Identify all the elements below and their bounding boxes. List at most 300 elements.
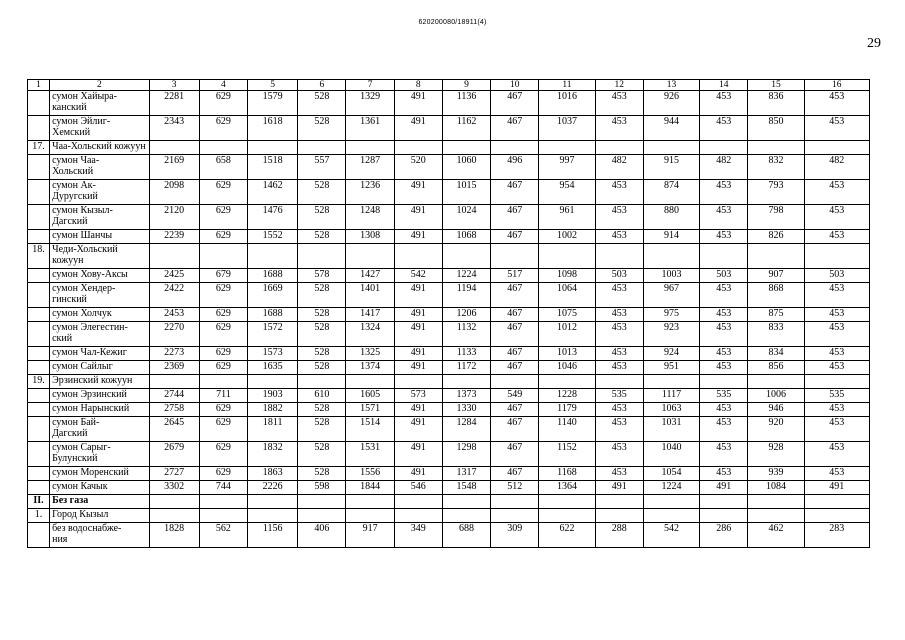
row-label (50, 230, 149, 244)
value-cell: 453 (804, 116, 869, 141)
label-line: сумон Чаа- (52, 155, 100, 166)
value-cell (346, 375, 394, 389)
value-cell: 528 (298, 467, 346, 481)
value-cell: 629 (199, 442, 247, 467)
value-cell: 629 (199, 91, 247, 116)
value-cell: 406 (298, 523, 346, 548)
value-cell: 1136 (442, 91, 490, 116)
value-cell: 1579 (248, 91, 298, 116)
value-cell: 951 (643, 361, 699, 375)
label-line: без водоснабже- (52, 523, 122, 534)
value-cell (700, 141, 748, 155)
value-cell: 467 (491, 467, 539, 481)
label-line: сумон Шанчы (52, 230, 113, 241)
label-line: сумон Холчук (52, 308, 112, 319)
value-cell: 491 (804, 481, 869, 495)
label-line: сумон Бай- (52, 417, 100, 428)
value-cell: 629 (199, 205, 247, 230)
value-cell: 467 (491, 230, 539, 244)
value-cell: 491 (394, 205, 442, 230)
section-row (28, 375, 870, 389)
value-cell: 453 (595, 283, 643, 308)
value-cell: 453 (804, 361, 869, 375)
table-row (28, 283, 870, 308)
value-cell: 1002 (539, 230, 595, 244)
value-cell: 467 (491, 322, 539, 347)
value-cell: 491 (394, 467, 442, 481)
value-cell: 629 (199, 230, 247, 244)
label-line: кожуун (52, 255, 84, 266)
value-cell: 798 (748, 205, 804, 230)
table-row (28, 91, 870, 116)
value-cell: 1903 (248, 389, 298, 403)
section-title (50, 375, 149, 389)
label-line: сумон Сайлыг (52, 361, 113, 372)
value-cell: 503 (700, 269, 748, 283)
value-cell: 528 (298, 308, 346, 322)
value-cell: 1060 (442, 155, 490, 180)
section-row (28, 495, 870, 509)
table-row (28, 467, 870, 481)
row-number: 1. (28, 509, 50, 523)
row-number (28, 308, 50, 322)
value-cell: 1618 (248, 116, 298, 141)
value-cell: 453 (700, 91, 748, 116)
value-cell: 832 (748, 155, 804, 180)
table-row (28, 155, 870, 180)
value-cell (248, 244, 298, 269)
row-number (28, 523, 50, 548)
row-number: II. (28, 495, 50, 509)
value-cell: 512 (491, 481, 539, 495)
row-label (50, 322, 149, 347)
value-cell: 826 (748, 230, 804, 244)
value-cell: 875 (748, 308, 804, 322)
value-cell: 1236 (346, 180, 394, 205)
value-cell: 535 (804, 389, 869, 403)
value-cell: 1075 (539, 308, 595, 322)
value-cell: 1364 (539, 481, 595, 495)
value-cell: 1054 (643, 467, 699, 481)
value-cell: 528 (298, 347, 346, 361)
value-cell: 528 (298, 116, 346, 141)
table-row (28, 481, 870, 495)
column-number: 8 (394, 80, 442, 91)
value-cell: 1531 (346, 442, 394, 467)
table-row (28, 389, 870, 403)
value-cell: 1046 (539, 361, 595, 375)
value-cell (298, 495, 346, 509)
value-cell: 546 (394, 481, 442, 495)
value-cell: 491 (394, 116, 442, 141)
value-cell: 467 (491, 442, 539, 467)
value-cell: 491 (394, 91, 442, 116)
value-cell: 453 (804, 442, 869, 467)
value-cell: 1688 (248, 308, 298, 322)
value-cell: 907 (748, 269, 804, 283)
value-cell: 1228 (539, 389, 595, 403)
value-cell: 482 (700, 155, 748, 180)
value-cell (748, 244, 804, 269)
value-cell: 453 (804, 347, 869, 361)
label-line: Город Кызыл (52, 509, 109, 520)
value-cell (199, 375, 247, 389)
value-cell: 467 (491, 347, 539, 361)
value-cell: 491 (394, 180, 442, 205)
row-number: 17. (28, 141, 50, 155)
value-cell: 2169 (149, 155, 199, 180)
label-line: ния (52, 534, 68, 545)
value-cell: 1162 (442, 116, 490, 141)
value-cell: 453 (595, 322, 643, 347)
value-cell: 856 (748, 361, 804, 375)
value-cell: 946 (748, 403, 804, 417)
value-cell (442, 375, 490, 389)
value-cell: 629 (199, 116, 247, 141)
value-cell: 1635 (248, 361, 298, 375)
label-line: Дуругский (52, 191, 98, 202)
label-line: гинский (52, 294, 87, 305)
value-cell: 2273 (149, 347, 199, 361)
value-cell: 923 (643, 322, 699, 347)
section-title (50, 141, 149, 155)
column-number: 7 (346, 80, 394, 91)
value-cell: 453 (804, 91, 869, 116)
value-cell (643, 495, 699, 509)
value-cell: 453 (700, 322, 748, 347)
label-line: сумон Моренский (52, 467, 129, 478)
row-number (28, 269, 50, 283)
value-cell: 482 (804, 155, 869, 180)
row-label (50, 91, 149, 116)
value-cell: 1012 (539, 322, 595, 347)
row-number (28, 180, 50, 205)
value-cell (346, 141, 394, 155)
value-cell: 503 (804, 269, 869, 283)
column-number: 6 (298, 80, 346, 91)
value-cell (804, 244, 869, 269)
value-cell: 309 (491, 523, 539, 548)
value-cell: 1298 (442, 442, 490, 467)
value-cell: 453 (595, 403, 643, 417)
value-cell: 1669 (248, 283, 298, 308)
value-cell: 1324 (346, 322, 394, 347)
value-cell: 1476 (248, 205, 298, 230)
value-cell: 2425 (149, 269, 199, 283)
label-line: сумон Нарынский (52, 403, 130, 414)
column-number: 2 (50, 80, 149, 91)
value-cell: 491 (394, 442, 442, 467)
label-line: сумон Элегестин- (52, 322, 128, 333)
value-cell (643, 141, 699, 155)
table-row (28, 361, 870, 375)
value-cell (149, 141, 199, 155)
value-cell (491, 509, 539, 523)
value-cell (539, 375, 595, 389)
value-cell: 924 (643, 347, 699, 361)
value-cell: 578 (298, 269, 346, 283)
label-line: Чаа-Хольский кожуун (52, 141, 146, 152)
value-cell: 491 (394, 361, 442, 375)
value-cell: 1064 (539, 283, 595, 308)
value-cell: 1179 (539, 403, 595, 417)
table-row (28, 442, 870, 467)
row-number (28, 481, 50, 495)
label-line: Хольский (52, 166, 94, 177)
label-line: сумон Сарыг- (52, 442, 111, 453)
value-cell (595, 244, 643, 269)
value-cell (804, 375, 869, 389)
row-label (50, 116, 149, 141)
value-cell: 1140 (539, 417, 595, 442)
value-cell: 1863 (248, 467, 298, 481)
column-number: 3 (149, 80, 199, 91)
table-row (28, 230, 870, 244)
label-line: сумон Качык (52, 481, 108, 492)
value-cell (298, 244, 346, 269)
value-cell: 2369 (149, 361, 199, 375)
value-cell: 453 (595, 205, 643, 230)
label-line: сумон Ак- (52, 180, 96, 191)
value-cell: 2727 (149, 467, 199, 481)
value-cell: 1548 (442, 481, 490, 495)
value-cell: 1040 (643, 442, 699, 467)
value-cell: 1098 (539, 269, 595, 283)
value-cell: 2453 (149, 308, 199, 322)
value-cell: 629 (199, 180, 247, 205)
value-cell (346, 244, 394, 269)
value-cell: 528 (298, 403, 346, 417)
row-number (28, 116, 50, 141)
value-cell: 874 (643, 180, 699, 205)
value-cell: 528 (298, 322, 346, 347)
column-number: 5 (248, 80, 298, 91)
value-cell: 491 (700, 481, 748, 495)
value-cell: 542 (643, 523, 699, 548)
table-row (28, 347, 870, 361)
label-line: сумон Чал-Кежиг (52, 347, 127, 358)
value-cell: 453 (700, 116, 748, 141)
value-cell (149, 244, 199, 269)
value-cell: 491 (394, 283, 442, 308)
value-cell: 622 (539, 523, 595, 548)
value-cell: 557 (298, 155, 346, 180)
tariff-table (27, 79, 870, 548)
column-number: 12 (595, 80, 643, 91)
label-line: ский (52, 333, 73, 344)
label-line: сумон Хайыра- (52, 91, 117, 102)
value-cell: 939 (748, 467, 804, 481)
value-cell: 517 (491, 269, 539, 283)
value-cell (248, 375, 298, 389)
value-cell: 453 (700, 283, 748, 308)
value-cell: 1224 (643, 481, 699, 495)
value-cell: 1556 (346, 467, 394, 481)
value-cell: 528 (298, 283, 346, 308)
value-cell: 1284 (442, 417, 490, 442)
value-cell: 1152 (539, 442, 595, 467)
column-number: 11 (539, 80, 595, 91)
value-cell: 1330 (442, 403, 490, 417)
value-cell: 2281 (149, 91, 199, 116)
value-cell (394, 375, 442, 389)
column-number: 16 (804, 80, 869, 91)
column-number: 1 (28, 80, 50, 91)
value-cell: 467 (491, 403, 539, 417)
value-cell: 926 (643, 91, 699, 116)
value-cell: 453 (804, 205, 869, 230)
value-cell (248, 495, 298, 509)
value-cell: 1325 (346, 347, 394, 361)
row-number: 18. (28, 244, 50, 269)
value-cell: 528 (298, 230, 346, 244)
value-cell: 288 (595, 523, 643, 548)
section-title (50, 495, 149, 509)
label-line: Хемский (52, 127, 91, 138)
value-cell: 658 (199, 155, 247, 180)
value-cell (346, 509, 394, 523)
value-cell: 453 (595, 230, 643, 244)
value-cell: 1374 (346, 361, 394, 375)
table-row (28, 308, 870, 322)
value-cell: 967 (643, 283, 699, 308)
value-cell: 629 (199, 347, 247, 361)
table-row (28, 205, 870, 230)
value-cell: 453 (700, 205, 748, 230)
value-cell: 453 (595, 347, 643, 361)
value-cell: 1605 (346, 389, 394, 403)
label-line: сумон Кызыл- (52, 205, 113, 216)
value-cell: 528 (298, 91, 346, 116)
row-number (28, 442, 50, 467)
value-cell (394, 509, 442, 523)
value-cell: 834 (748, 347, 804, 361)
value-cell: 573 (394, 389, 442, 403)
value-cell: 1828 (149, 523, 199, 548)
value-cell (394, 244, 442, 269)
table-row (28, 403, 870, 417)
value-cell: 629 (199, 467, 247, 481)
value-cell: 286 (700, 523, 748, 548)
value-cell: 629 (199, 283, 247, 308)
row-label (50, 389, 149, 403)
value-cell: 1016 (539, 91, 595, 116)
value-cell: 482 (595, 155, 643, 180)
row-number (28, 467, 50, 481)
value-cell: 453 (700, 308, 748, 322)
value-cell: 453 (804, 403, 869, 417)
value-cell: 915 (643, 155, 699, 180)
value-cell: 2120 (149, 205, 199, 230)
value-cell: 1037 (539, 116, 595, 141)
value-cell: 928 (748, 442, 804, 467)
value-cell (442, 495, 490, 509)
value-cell (804, 495, 869, 509)
label-line: канский (52, 102, 87, 113)
value-cell: 1133 (442, 347, 490, 361)
value-cell: 453 (595, 417, 643, 442)
label-line: Дагский (52, 216, 88, 227)
value-cell (539, 509, 595, 523)
value-cell (748, 141, 804, 155)
value-cell: 744 (199, 481, 247, 495)
value-cell: 914 (643, 230, 699, 244)
value-cell (394, 495, 442, 509)
table-row (28, 523, 870, 548)
value-cell: 453 (595, 442, 643, 467)
row-number: 19. (28, 375, 50, 389)
value-cell: 3302 (149, 481, 199, 495)
value-cell (595, 375, 643, 389)
column-number-row (28, 80, 870, 91)
value-cell (199, 244, 247, 269)
column-number: 15 (748, 80, 804, 91)
value-cell (149, 495, 199, 509)
row-label (50, 467, 149, 481)
value-cell: 453 (700, 347, 748, 361)
value-cell: 1572 (248, 322, 298, 347)
value-cell (248, 509, 298, 523)
value-cell: 1224 (442, 269, 490, 283)
value-cell (491, 244, 539, 269)
value-cell: 1573 (248, 347, 298, 361)
value-cell: 2645 (149, 417, 199, 442)
value-cell: 453 (700, 180, 748, 205)
value-cell (199, 509, 247, 523)
value-cell (700, 495, 748, 509)
value-cell: 1518 (248, 155, 298, 180)
value-cell: 528 (298, 361, 346, 375)
value-cell (149, 375, 199, 389)
value-cell (346, 495, 394, 509)
value-cell: 711 (199, 389, 247, 403)
value-cell: 467 (491, 116, 539, 141)
value-cell (394, 141, 442, 155)
row-number (28, 403, 50, 417)
value-cell (643, 375, 699, 389)
value-cell: 917 (346, 523, 394, 548)
table-row (28, 269, 870, 283)
value-cell (595, 495, 643, 509)
value-cell (199, 141, 247, 155)
value-cell: 562 (199, 523, 247, 548)
value-cell (442, 509, 490, 523)
value-cell: 491 (394, 347, 442, 361)
value-cell: 549 (491, 389, 539, 403)
value-cell: 629 (199, 308, 247, 322)
value-cell: 679 (199, 269, 247, 283)
label-line: сумон Хову-Аксы (52, 269, 128, 280)
value-cell: 462 (748, 523, 804, 548)
row-label (50, 180, 149, 205)
row-number (28, 205, 50, 230)
row-label (50, 523, 149, 548)
value-cell: 453 (595, 308, 643, 322)
value-cell: 491 (394, 417, 442, 442)
value-cell: 1688 (248, 269, 298, 283)
value-cell: 535 (595, 389, 643, 403)
value-cell: 629 (199, 417, 247, 442)
value-cell: 688 (442, 523, 490, 548)
value-cell: 997 (539, 155, 595, 180)
value-cell (595, 141, 643, 155)
value-cell (298, 509, 346, 523)
value-cell: 1361 (346, 116, 394, 141)
column-number: 14 (700, 80, 748, 91)
value-cell: 975 (643, 308, 699, 322)
value-cell (539, 141, 595, 155)
value-cell: 453 (595, 91, 643, 116)
